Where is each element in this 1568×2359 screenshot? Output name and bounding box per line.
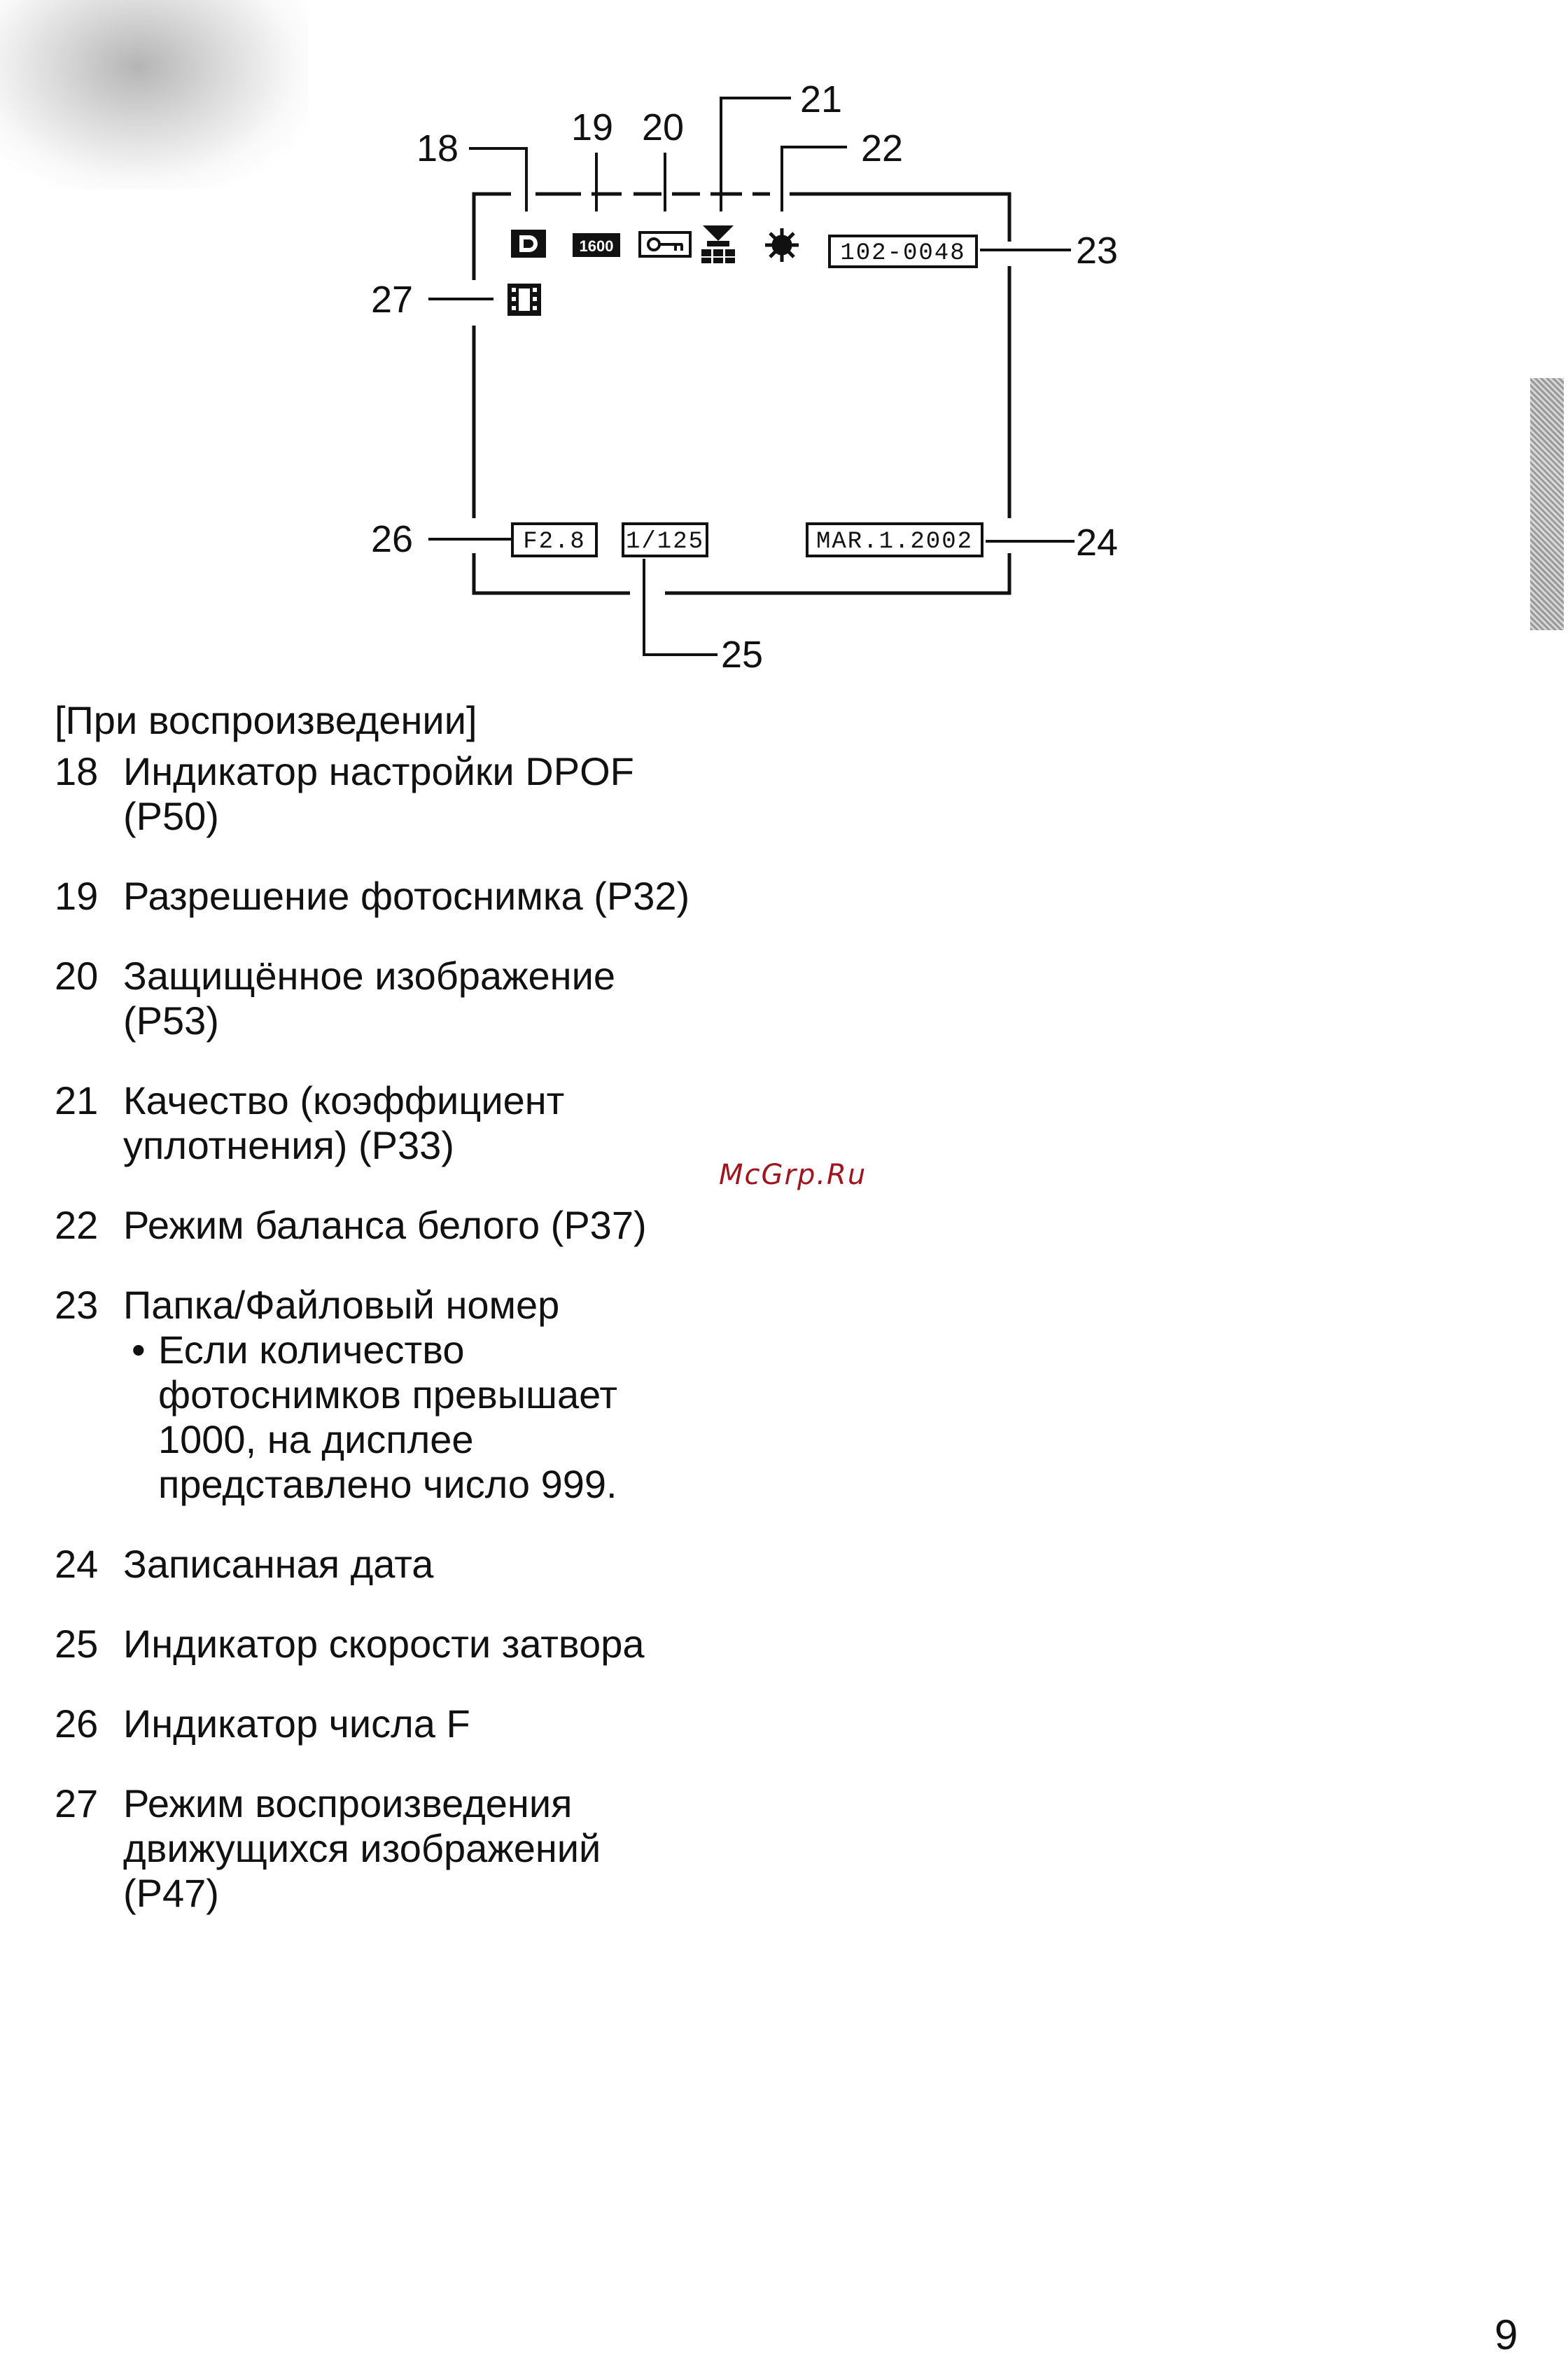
callout-20: 20 <box>642 106 685 148</box>
watermark: McGrp.Ru <box>719 1159 867 1191</box>
legend-number: 21 <box>55 1078 99 1122</box>
date-value: MAR.1.2002 <box>816 529 974 555</box>
callout-27: 27 <box>371 279 414 321</box>
legend-item <box>55 749 825 839</box>
legend-text: (P47) <box>123 1871 219 1915</box>
legend-item <box>55 1203 825 1248</box>
shutter-value: 1/125 <box>625 529 705 555</box>
aperture-value: F2.8 <box>523 529 586 555</box>
legend-list <box>55 749 825 1916</box>
legend-item <box>55 1078 825 1168</box>
date-box <box>807 524 982 556</box>
callout-21: 21 <box>800 78 843 120</box>
legend-text: Режим баланса белого (P37) <box>123 1203 647 1247</box>
legend-text: (P53) <box>123 998 219 1043</box>
legend-text: движущихся изображений <box>123 1826 601 1870</box>
legend-text: уплотнения) (P33) <box>123 1123 454 1167</box>
legend-number: 18 <box>55 749 99 793</box>
legend-item <box>55 1702 825 1746</box>
quality-icon <box>701 225 735 263</box>
legend-number: 23 <box>55 1283 99 1327</box>
lcd-display-diagram <box>0 0 1568 700</box>
bullet-dot: • <box>132 1328 146 1372</box>
callout-24: 24 <box>1076 522 1119 564</box>
callout-26: 26 <box>371 518 414 560</box>
legend-item <box>55 1542 825 1587</box>
legend-item <box>55 874 825 919</box>
callout-23: 23 <box>1076 230 1119 272</box>
aperture-box <box>512 524 596 556</box>
legend-text: Качество (коэффициент <box>123 1078 565 1122</box>
white-balance-sun-icon <box>765 228 799 262</box>
legend-text: Индикатор скорости затвора <box>123 1622 645 1666</box>
bullet-text: фотоснимков превышает <box>158 1372 618 1417</box>
motion-image-icon <box>507 284 541 316</box>
legend-number: 20 <box>55 954 99 998</box>
callout-18: 18 <box>416 127 459 169</box>
page-number: 9 <box>1494 2311 1518 2358</box>
bullet-text: Если количество <box>158 1328 465 1372</box>
legend-text: Папка/Файловый номер <box>123 1283 560 1327</box>
dpof-icon <box>511 230 546 258</box>
shutter-box <box>623 524 707 556</box>
resolution-badge <box>573 233 620 257</box>
bullet-text: 1000, на дисплее <box>158 1417 474 1461</box>
legend-text: Индикатор настройки DPOF <box>123 749 634 793</box>
legend-text: Разрешение фотоснимка (P32) <box>123 874 690 918</box>
legend-number: 27 <box>55 1781 99 1825</box>
section-title: [При воспроизведении] <box>55 698 477 742</box>
legend-number: 26 <box>55 1702 99 1746</box>
legend-item <box>55 1283 825 1507</box>
legend-text: Режим воспроизведения <box>123 1781 573 1825</box>
callout-19: 19 <box>571 106 614 148</box>
legend-number: 24 <box>55 1542 99 1586</box>
bullet-text: представлено число 999. <box>158 1462 617 1506</box>
legend-item <box>55 1622 825 1666</box>
legend-item <box>55 954 825 1043</box>
legend-number: 19 <box>55 874 99 918</box>
legend-text: Индикатор числа F <box>123 1702 470 1746</box>
folder-file-number-box <box>830 236 976 267</box>
legend-bullet <box>123 1328 825 1507</box>
callout-25: 25 <box>721 634 764 676</box>
resolution-value: 1600 <box>579 237 614 255</box>
legend-item <box>55 1781 825 1916</box>
legend-text: Защищённое изображение <box>123 954 616 998</box>
legend-text: (P50) <box>123 794 219 838</box>
legend-number: 25 <box>55 1622 99 1666</box>
folder-file-number: 102-0048 <box>840 240 966 267</box>
protect-key-icon <box>640 232 690 256</box>
legend-text: Записанная дата <box>123 1542 434 1586</box>
legend-number: 22 <box>55 1203 99 1247</box>
callout-22: 22 <box>861 127 904 169</box>
